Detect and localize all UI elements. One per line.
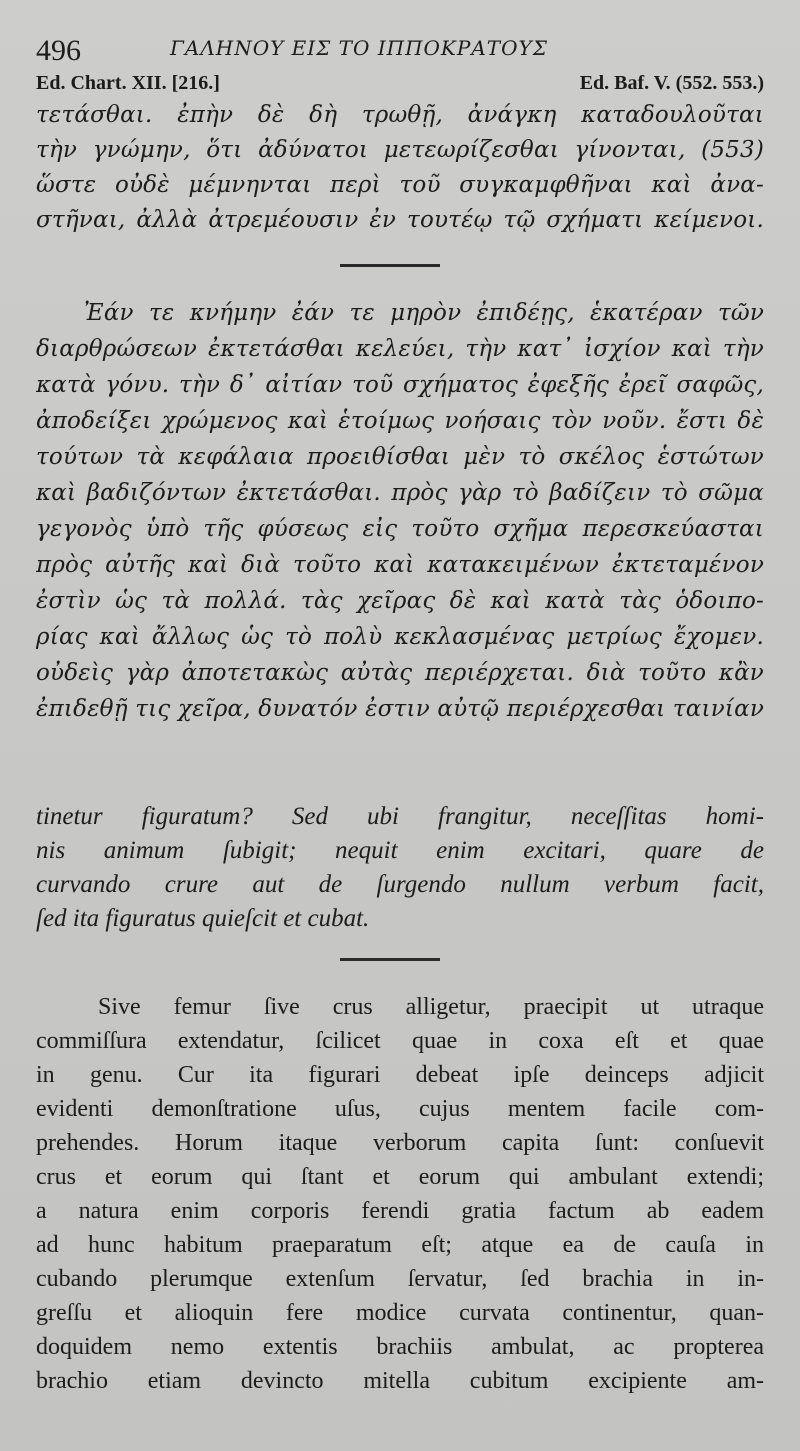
text-line: ad hunc habitum praeparatum eſt; atque ea de cauſa in xyxy=(36,1232,764,1258)
text-line: οὐδεὶς γὰρ ἀποτετακὼς αὐτὰς περιέρχεται. διὰ τοῦτο κἂν xyxy=(36,660,764,686)
running-title: ΓΑΛΗΝΟΥ ΕΙΣ ΤΟ ΙΠΠΟΚΡΑΤΟΥΣ xyxy=(170,36,548,60)
text-line: cubando plerumque extenſum ſervatur, ſed brachia in in- xyxy=(36,1266,764,1292)
text-line: ὥστε οὐδὲ μέμνηνται περὶ τοῦ συγκαμφθῆναι καὶ ἀνα- xyxy=(36,172,764,198)
text-line: evidenti demonſtratione uſus, cujus mentem facile com- xyxy=(36,1096,764,1122)
text-line: prehendes. Horum itaque verborum capita ſunt: conſuevit xyxy=(36,1130,764,1156)
text-line: greſſu et alioquin fere modice curvata continentur, quan- xyxy=(36,1300,764,1326)
text-line: crus et eorum qui ſtant et eorum qui ambulant extendi; xyxy=(36,1164,764,1190)
text-line: Sive femur ſive crus alligetur, praecipit ut utraque xyxy=(98,994,764,1020)
text-line: γεγονὸς ὑπὸ τῆς φύσεως εἰς τοῦτο σχῆμα περεσκεύασται xyxy=(36,516,764,542)
text-line: curvando crure aut de ſurgendo nullum verbum facit, xyxy=(36,871,764,898)
text-line: brachio etiam devincto mitella cubitum excipiente am- xyxy=(36,1368,764,1394)
text-line: ſed ita figuratus quieſcit et cubat. xyxy=(36,905,370,932)
text-line: commiſſura extendatur, ſcilicet quae in coxa eſt et quae xyxy=(36,1028,764,1054)
text-line: a natura enim corporis ferendi gratia factum ab eadem xyxy=(36,1198,764,1224)
text-line: διαρθρώσεων ἐκτετάσθαι κελεύει, τὴν κατ᾽ ἰσχίον καὶ τὴν xyxy=(36,336,764,362)
text-line: τετάσθαι. ἐπὴν δὲ δὴ τρωθῇ, ἀνάγκη καταδουλοῦται xyxy=(36,102,764,128)
text-line: ἀποδείξει χρώμενος καὶ ἑτοίμως νοήσαις τὸν νοῦν. ἔστι δὲ xyxy=(36,408,764,434)
section-divider xyxy=(340,958,440,961)
text-line: Ἐάν τε κνήμην ἐάν τε μηρὸν ἐπιδέῃς, ἑκατέραν τῶν xyxy=(84,300,764,326)
text-line: ἐστὶν ὡς τὰ πολλά. τὰς χεῖρας δὲ καὶ κατὰ τὰς ὁδοιπο- xyxy=(36,588,764,614)
edition-reference-right: Ed. Baf. V. (552. 553.) xyxy=(579,72,764,94)
text-line: καὶ βαδιζόντων ἐκτετάσθαι. πρὸς γὰρ τὸ βαδίζειν τὸ σῶμα xyxy=(36,480,764,506)
section-divider xyxy=(340,264,440,267)
text-line: tinetur figuratum? Sed ubi frangitur, neceſſitas homi- xyxy=(36,803,764,830)
text-line: ἐπιδεθῇ τις χεῖρα, δυνατόν ἐστιν αὐτῷ περιέρχεσθαι ταινίαν xyxy=(36,696,764,722)
text-line: τὴν γνώμην, ὅτι ἀδύνατοι μετεωρίζεσθαι γίνονται, (553) xyxy=(36,137,764,163)
text-line: doquidem nemo extentis brachiis ambulat, ac propterea xyxy=(36,1334,764,1360)
text-line: κατὰ γόνυ. τὴν δ᾽ αἰτίαν τοῦ σχήματος ἐφεξῆς ἐρεῖ σαφῶς, xyxy=(36,372,764,398)
edition-reference-left: Ed. Chart. XII. [216.] xyxy=(36,72,220,94)
page-number: 496 xyxy=(36,34,81,67)
text-line: ρίας καὶ ἄλλως ὡς τὸ πολὺ κεκλασμένας μετρίως ἔχομεν. xyxy=(36,624,764,650)
text-line: nis animum ſubigit; nequit enim excitari, quare de xyxy=(36,837,764,864)
text-line: in genu. Cur ita figurari debeat ipſe deinceps adjicit xyxy=(36,1062,764,1088)
text-line: πρὸς αὐτῆς καὶ διὰ τοῦτο καὶ κατακειμένων ἐκτεταμένον xyxy=(36,552,764,578)
text-line: τούτων τὰ κεφάλαια προειθίσθαι μὲν τὸ σκέλος ἑστώτων xyxy=(36,444,764,470)
text-line: στῆναι, ἀλλὰ ἀτρεμέουσιν ἐν τουτέῳ τῷ σχήματι κείμενοι. xyxy=(36,207,764,233)
